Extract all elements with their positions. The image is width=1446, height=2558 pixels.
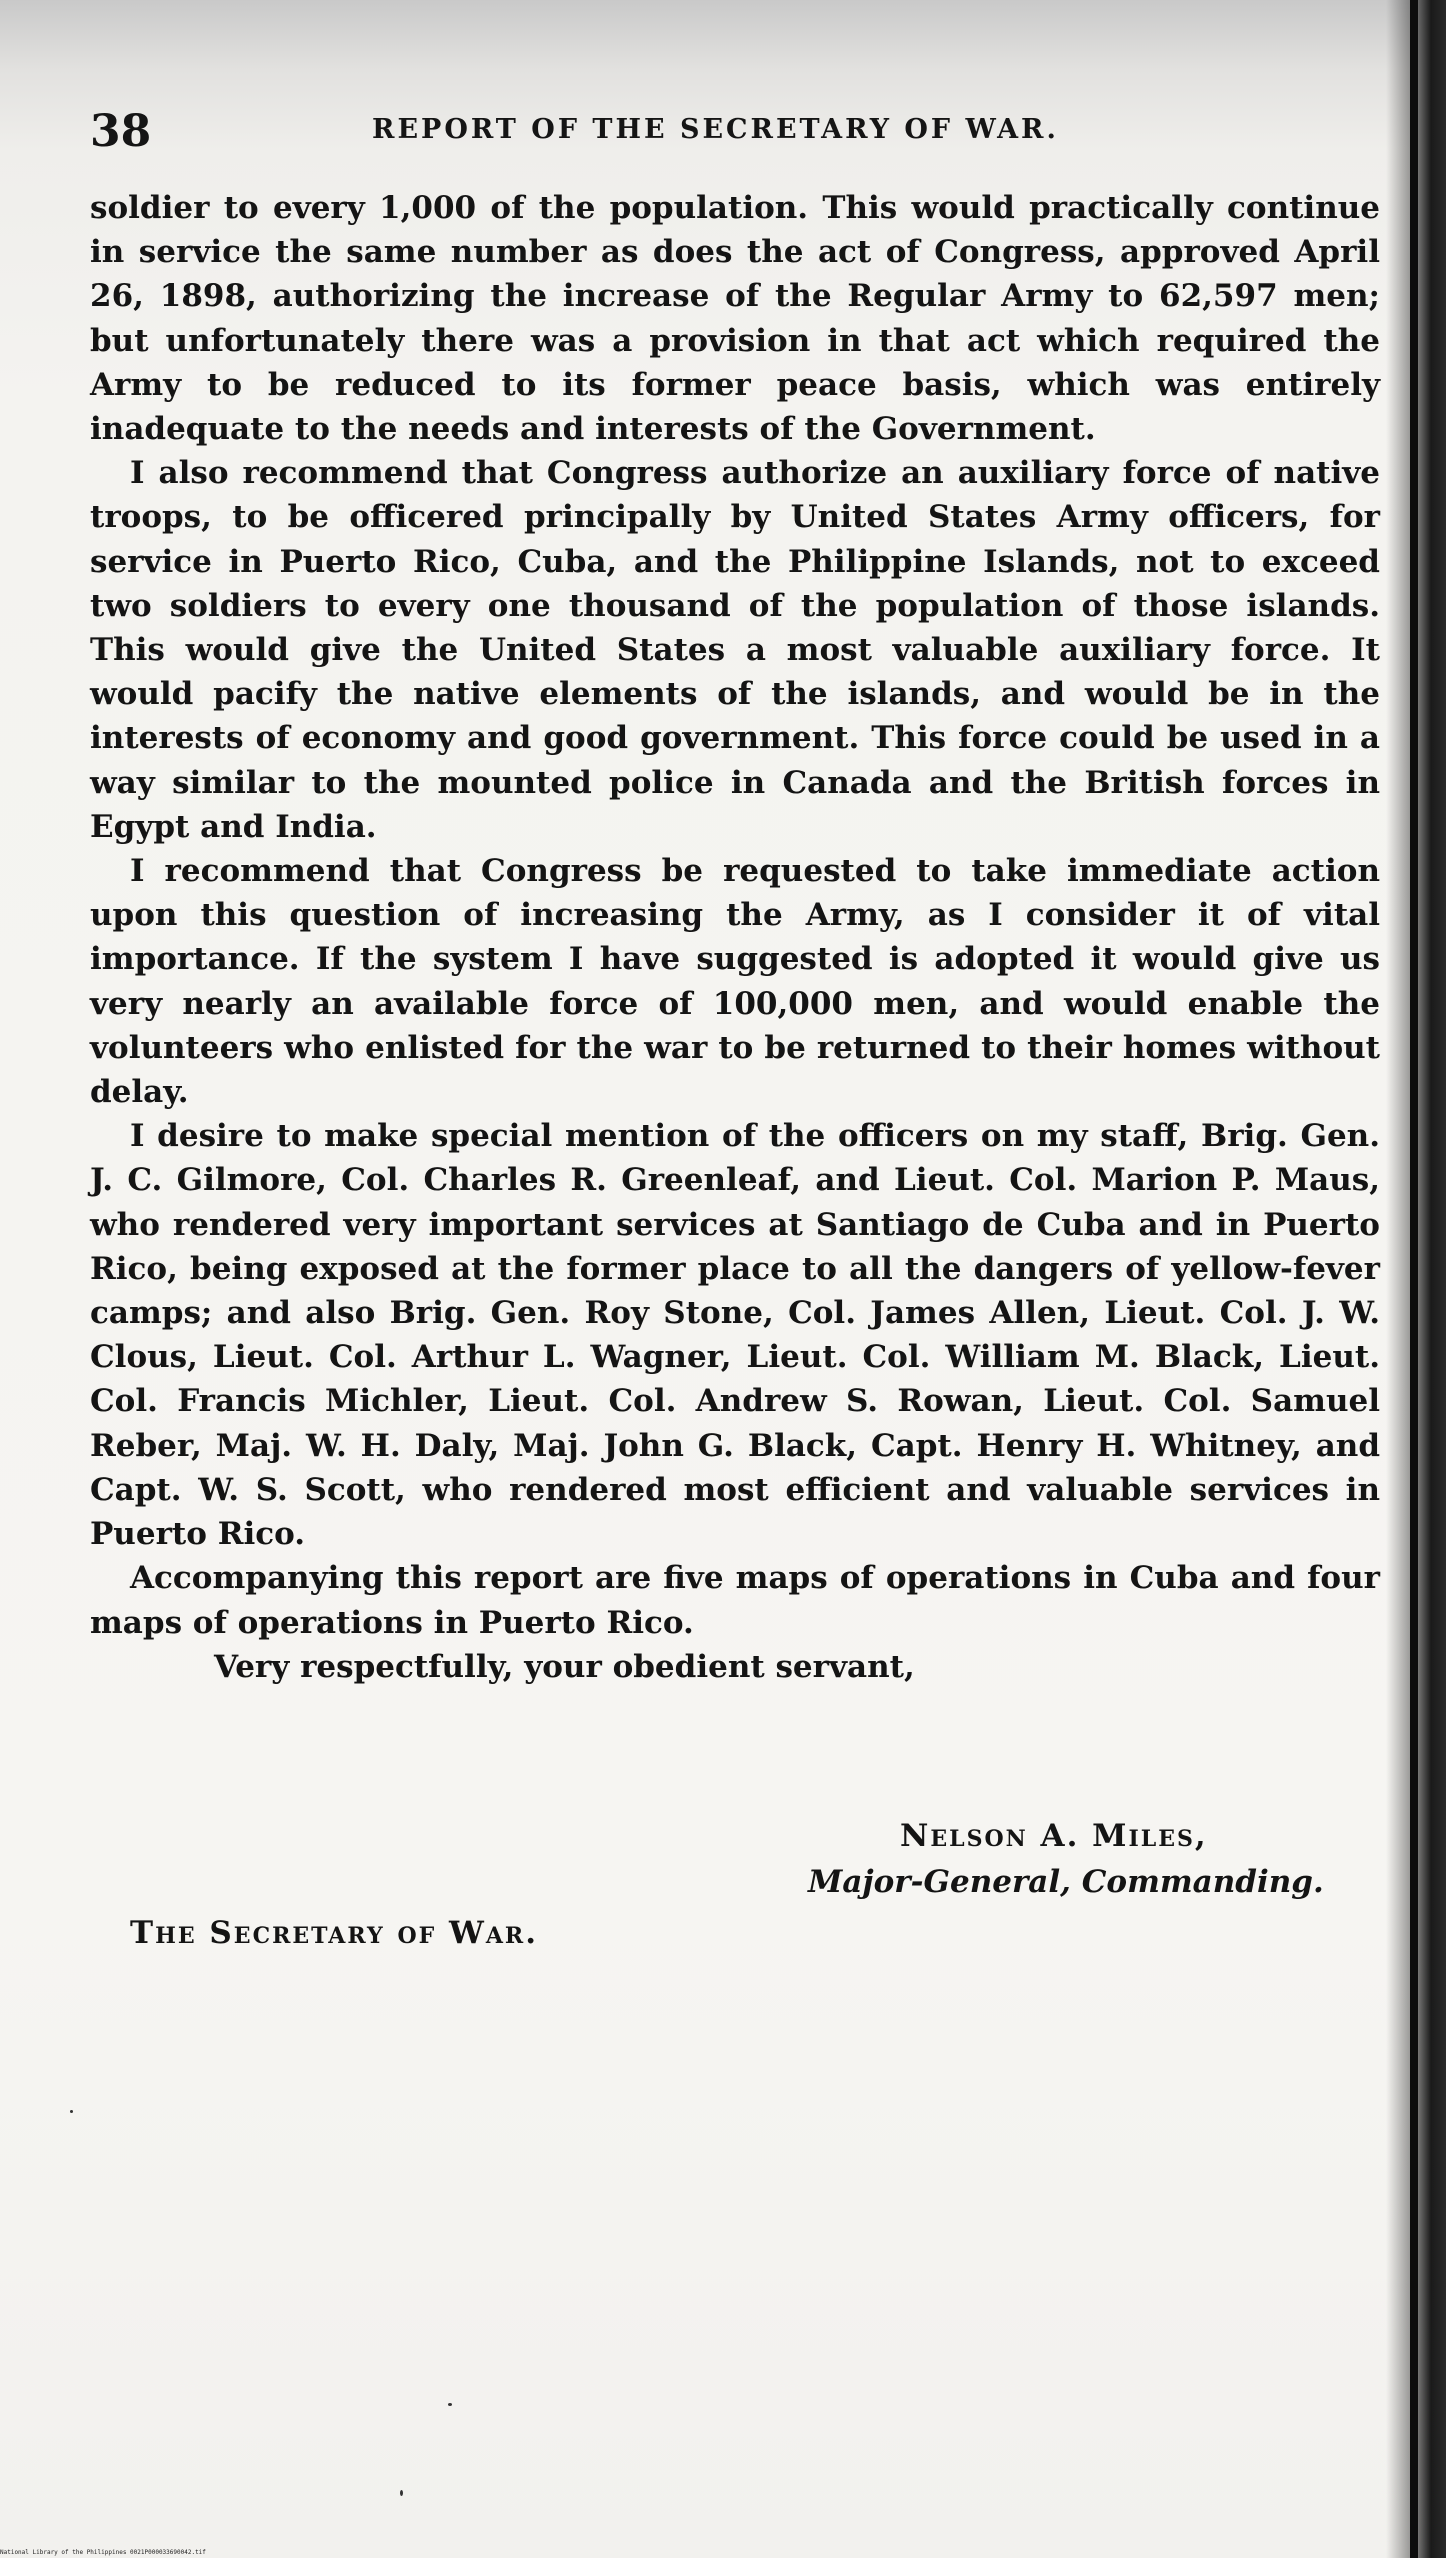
signer-name: Nelson A. Miles, <box>900 1818 1208 1854</box>
page-number: 38 <box>90 106 152 157</box>
running-head: REPORT OF THE SECRETARY OF WAR. <box>372 114 1059 145</box>
paragraph-immediate-action: I recommend that Congress be requested to take immediate action upon this question of increasing the Army, as I consider it of vital importance. If the system I have suggested is adopted it would give us very nearly an available force of 100,000 men, and would enable the volunteers who enlisted for the war to be returned to their homes without delay. <box>90 853 1380 1111</box>
page-header <box>90 106 1380 166</box>
scan-speck <box>400 2490 403 2496</box>
paragraph-native-troops: I also recommend that Congress authorize an auxiliary force of native troops, to be officered principally by United States Army officers, for service in Puerto Rico, Cuba, and the Philippine Islands, not to exceed two soldiers to every one thousand of the population of those islands. This would give the United States a most valuable auxiliary force. It would pacify the native elements of the islands, and would be in the interests of economy and good government. This force could be used in a way similar to the mounted police in Canada and the British forces in Egypt and India. <box>90 455 1380 845</box>
paragraph-staff-mention: I desire to make special mention of the officers on my staff, Brig. Gen. J. C. Gilmore, Col. Charles R. Greenleaf, and Lieut. Col. Marion P. Maus, who rendered very important services at Santiago de Cuba and in Puerto Rico, being exposed at the former place to all the dangers of yellow-fever camps; and also Brig. Gen. Roy Stone, Col. James Allen, Lieut. Col. J. W. Clous, Lieut. Col. Arthur L. Wagner, Lieut. Col. William M. Black, Lieut. Col. Francis Michler, Lieut. Col. Andrew S. Rowan, Lieut. Col. Samuel Reber, Maj. W. H. Daly, Maj. John G. Black, Capt. Henry H. Whitney, and Capt. W. S. Scott, who rendered most efficient and valuable services in Puerto Rico. <box>90 1118 1380 1553</box>
scan-speck <box>448 2403 452 2406</box>
scan-speck <box>70 2110 73 2113</box>
closing-salutation: Very respectfully, your obedient servant, <box>214 1648 915 1685</box>
report-body <box>90 186 1380 1689</box>
binding-gutter <box>1410 0 1418 2558</box>
addressee: The Secretary of War. <box>130 1915 539 1951</box>
paragraph-army-size: soldier to every 1,000 of the population. This would practically continue in service the same number as does the act of Congress, approved April 26, 1898, authorizing the increase of the Regular Army to 62,597 men; but unfortunately there was a provision in that act which required the Army to be reduced to its former peace basis, which was entirely inadequate to the needs and interests of the Government. <box>90 190 1380 448</box>
scan-credit: National Library of the Philippines 0021P000033690042.tif <box>0 2549 206 2556</box>
paragraph-maps: Accompanying this report are five maps of operations in Cuba and four maps of operations in Puerto Rico. <box>90 1560 1380 1641</box>
signer-title: Major-General, Commanding. <box>808 1864 1324 1900</box>
